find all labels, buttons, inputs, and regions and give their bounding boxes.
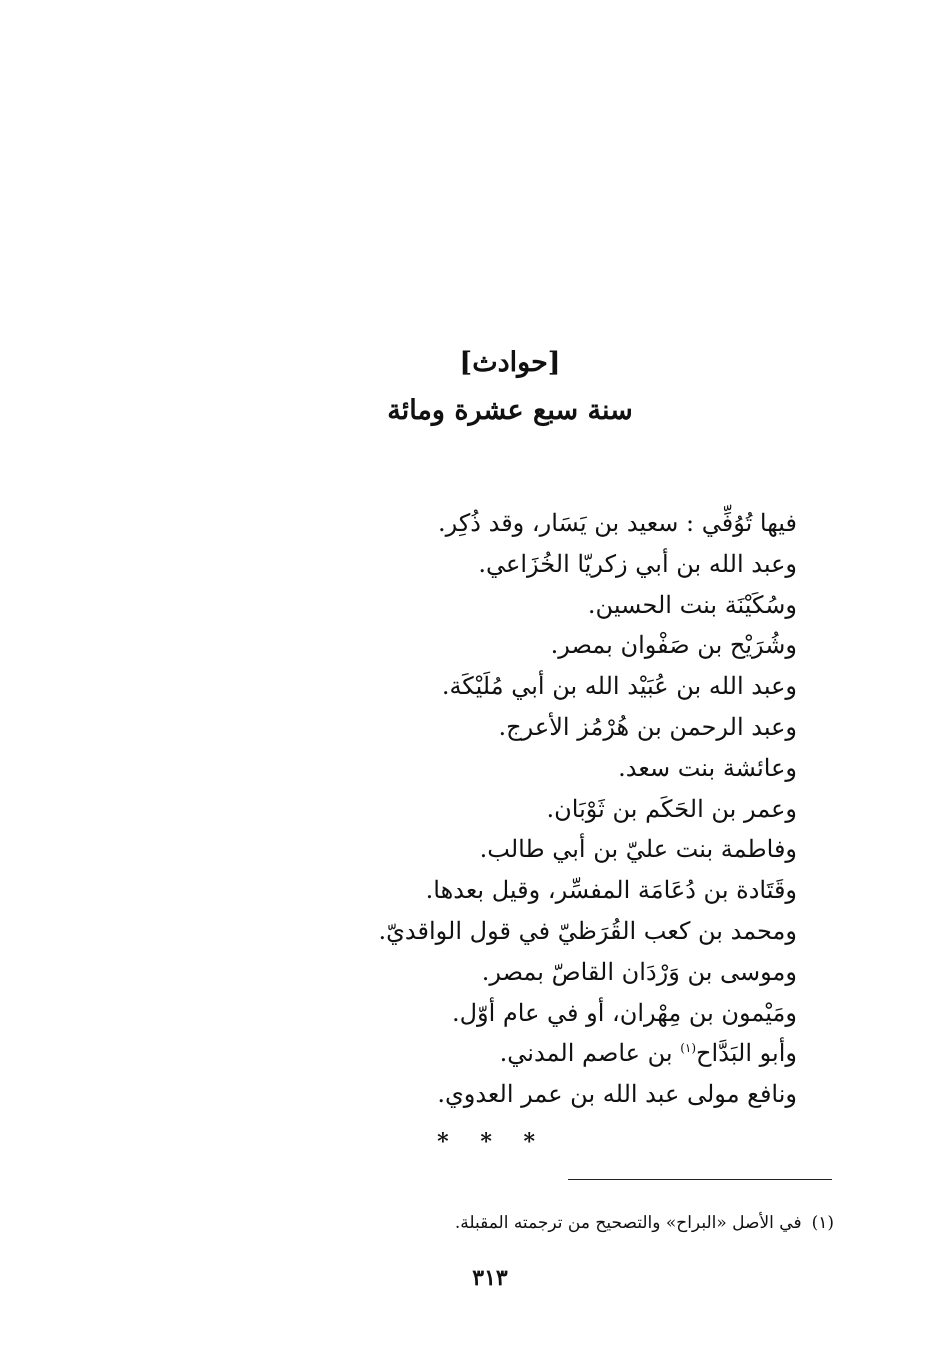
list-item: ومَيْمون بن مِهْران، أو في عام أوّل.	[451, 998, 797, 1027]
footnote	[455, 1210, 834, 1236]
list-item: وعائشة بنت سعد.	[618, 753, 797, 782]
list-item: وموسى بن وَرْدَان القاصّ بمصر.	[481, 957, 797, 986]
entry-text-after: بن عاصم المدني.	[499, 1039, 681, 1068]
entry-text-before: وأبو البَدَّاح	[696, 1039, 797, 1068]
year-heading: سنة سبع عشرة ومائة	[387, 395, 633, 426]
list-item: وقَتَادة بن دُعَامَة المفسِّر، وقيل بعدها.	[425, 876, 797, 905]
footnote-marker: (١)	[811, 1213, 834, 1233]
list-item: وعبد الله بن أبي زكريّا الخُزَاعي.	[478, 549, 797, 578]
footnote-reference[interactable]: (١)	[680, 1041, 697, 1056]
list-item: وشُرَيْح بن صَفْوان بمصر.	[550, 631, 797, 660]
list-item: وسُكَيْنَة بنت الحسين.	[587, 590, 797, 619]
list-item: وعبد الرحمن بن هُرْمُز الأعرج.	[498, 712, 797, 741]
section-heading: [حوادث]	[459, 347, 561, 378]
footnote-divider	[568, 1179, 832, 1180]
section-separator: * * *	[437, 1129, 547, 1155]
list-item: وفاطمة بنت عليّ بن أبي طالب.	[479, 835, 797, 864]
footnote-text: في الأصل «البراح» والتصحيح من ترجمته المقبلة.	[454, 1213, 802, 1233]
list-item: ومحمد بن كعب القُرَظيّ في قول الواقديّ.	[378, 916, 797, 945]
list-item: وعمر بن الحَكَم بن ثَوْبَان.	[546, 794, 797, 823]
list-item: فيها تُوُفِّي : سعيد بن يَسَار، وقد ذُكِر.	[438, 509, 797, 537]
list-item: ونافع مولى عبد الله بن عمر العدوي.	[437, 1080, 797, 1109]
list-item-with-footnote	[277, 1033, 797, 1074]
list-item: وعبد الله بن عُبَيْد الله بن أبي مُلَيْكَة.	[441, 672, 797, 701]
page-number: ٣١٣	[472, 1265, 508, 1291]
death-entries-list	[277, 503, 797, 1115]
